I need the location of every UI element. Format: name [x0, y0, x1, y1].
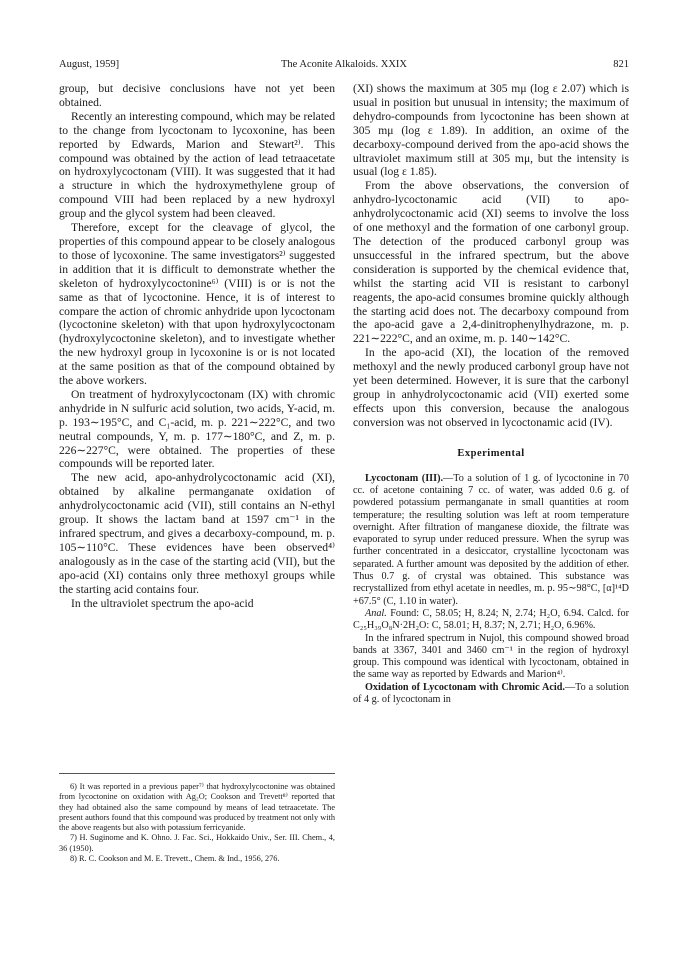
right-column [353, 82, 629, 706]
running-header [59, 59, 629, 73]
experimental-text: In the infrared spectrum in Nujol, this compound showed broad bands at 3367, 3401 and 3460 cm⁻¹ in the region of hydroxyl group. This compound was identical with lycoctonam, obtained in the same way as reported by Edwards and Marion⁴⁾. [353, 632, 629, 681]
footnote: 6) It was reported in a previous paper⁷⁾ that hydroxylycoctonine was obtained from lycoctonine on oxidation with Ag₂O; Cookson and Trevett⁸⁾ reported that they had obtained also the same compound by means of lead tetraacetate. The present authors found that this compound was produced by treatment not only with the above reagents but also with potassium ferricyanide. [59, 782, 335, 833]
left-column [59, 82, 335, 610]
footnotes [59, 773, 335, 864]
run-in-heading: Anal. [365, 607, 387, 619]
left-paragraph: Recently an interesting compound, which may be related to the change from lycoctonam to lycoxonine, has been reported by Edwards, Marion and Stewart²⁾. This compound was obtained by the action of lead tetraacetate on hydroxylycoctonam (VIII). It was suggested that it had a structure in which the hydroxymethylene group of compound VIII had been replaced by a new hydroxyl group and the glycol system had been cleaved. [59, 109, 335, 221]
right-paragraph: In the apo-acid (XI), the location of the removed methoxyl and the newly produced carbonyl group have not yet been determined. However, it is sure that the carbonyl group in anhydrolycoctonamic acid (VII) exerted some effects upon this conversion, because the analogous conversion was not observed in lycoctonamic acid (IV). [353, 346, 629, 429]
left-paragraph: Therefore, except for the cleavage of glycol, the properties of this compound appear to be closely analogous to those of lycoxonine. The same investigators²⁾ suggested in addition that it is difficult to demonstrate whether the skeleton of hydroxylycoctonine⁶⁾ (VIII) is or is not the same as that of lycoctonine. Hence, it is of interest to compare the action of chromic anhydride upon lycoctonam (lycoctonine skeleton) with that upon hydroxylycoctonam (hydroxylycoctonine skeleton), and to investigate whether the new hydroxyl group in lycoxonine is or is not located at the same position as that of the compound obtained by the above workers. [59, 221, 335, 388]
footnote: 7) H. Suginome and K. Ohno. J. Fac. Sci., Hokkaido Univ., Ser. III. Chem., 4, 36 (1950). [59, 833, 335, 853]
run-in-heading: Oxidation of Lycoctonam with Chromic Acid. [365, 681, 565, 693]
right-paragraph: From the above observations, the conversion of anhydro-lycoctonamic acid (VII) to apo-anhydrolycoctonamic acid (XI) seems to involve the loss of one methoxyl and the formation of one carbonyl group. The detection of the produced carbonyl group was unsuccessful in the infrared spectrum, but the above consideration is supported by the chemical evidence that, whilst the starting acid VII is resistant to carbonyl reagents, the apo-acid consumes bromine quickly although the starting acid does not. The decarboxy compound from the apo-acid gave a 2,4-dinitrophenylhydrazone, m. p. 221∼222°C, and an oxime, m. p. 140∼142°C. [353, 179, 629, 346]
experimental-text: —To a solution of 4 g. of lycoctonam in [353, 681, 629, 705]
left-paragraph: In the ultraviolet spectrum the apo-acid [71, 596, 254, 610]
experimental-section [353, 473, 629, 707]
left-paragraph: The new acid, apo-anhydrolycoctonamic acid (XI), obtained by alkaline permanganate oxidation of anhydrolycoctonamic acid (VII), still contains an N-ethyl group. It shows the lactam band at 1597 cm⁻¹ in the infrared spectrum, and gives a decarboxy-compound, m. p. 105∼110°C. These evidences have been observed⁴⁾ analogously as in the case of the starting acid (VII), but the apo-acid (XI) contains only three methoxyl groups while the starting acid contains four. [59, 471, 335, 596]
footnote: 8) R. C. Cookson and M. E. Trevett., Chem. & Ind., 1956, 276. [70, 854, 280, 864]
experimental-paragraph [353, 473, 629, 608]
left-paragraph: On treatment of hydroxylycoctonam (IX) with chromic anhydride in N sulfuric acid solution, two acids, Y-acid, m. p. 193∼195°C, and C₁-acid, m. p. 221∼222°C, and two neutral compounds, Y, m. p. 177∼180°C, and Z, m. p. 226∼227°C, were obtained. The properties of these compounds will be reported later. [59, 387, 335, 471]
experimental-text: Found: C, 58.05; H, 8.24; N, 2.74; H₂O, 6.94. Calcd. for C₂₅H₃₉O₈N·2H₂O: C, 58.01; H, 8.37; N, 2.71; H₂O, 6.96%. [353, 607, 629, 632]
run-in-heading: Lycoctonam (III). [365, 472, 444, 484]
experimental-paragraph [353, 608, 629, 633]
right-paragraph: (XI) shows the maximum at 305 mμ (log ε 2.07) which is usual in position but unusual in intensity; the maximum of dehydro-compounds from lycoctonine has been shown at 305 mμ (log ε 1.89). In addition, an oxime of the decarboxy-compound derived from the apo-acid shows the ultraviolet maximum still at 305 mμ, but the intensity is usual (log ε 1.85). [353, 82, 629, 179]
header-date: August, 1959] [59, 59, 120, 70]
page-number: 821 [613, 59, 629, 70]
experimental-paragraph [353, 682, 629, 707]
experimental-text: —To a solution of 1 g. of lycoctonine in 70 cc. of acetone containing 7 cc. of water, was added 0.6 g. of powdered potassium permanganate in small quantities at room temperature; the resulting solution was left at room temperature overnight. After filtration of manganese dioxide, the filtrate was evaporated to syrup under reduced pressure. When the syrup was further concentrated in a desiccator, crystalline lycoctonam was separated. A further amount was deposited by the addition of ether. Thus 0.7 g. of crystal was obtained. This substance was recrystallized from ethyl acetate in needles, m. p. 95∼98°C, [α]¹⁴D +67.5° (C, 1.10 in water). [353, 472, 629, 607]
left-paragraph: group, but decisive conclusions have not yet been obtained. [59, 82, 335, 109]
header-title: The Aconite Alkaloids. XXIX [281, 59, 407, 70]
section-heading-experimental: Experimental [457, 447, 525, 459]
experimental-paragraph [353, 633, 629, 682]
